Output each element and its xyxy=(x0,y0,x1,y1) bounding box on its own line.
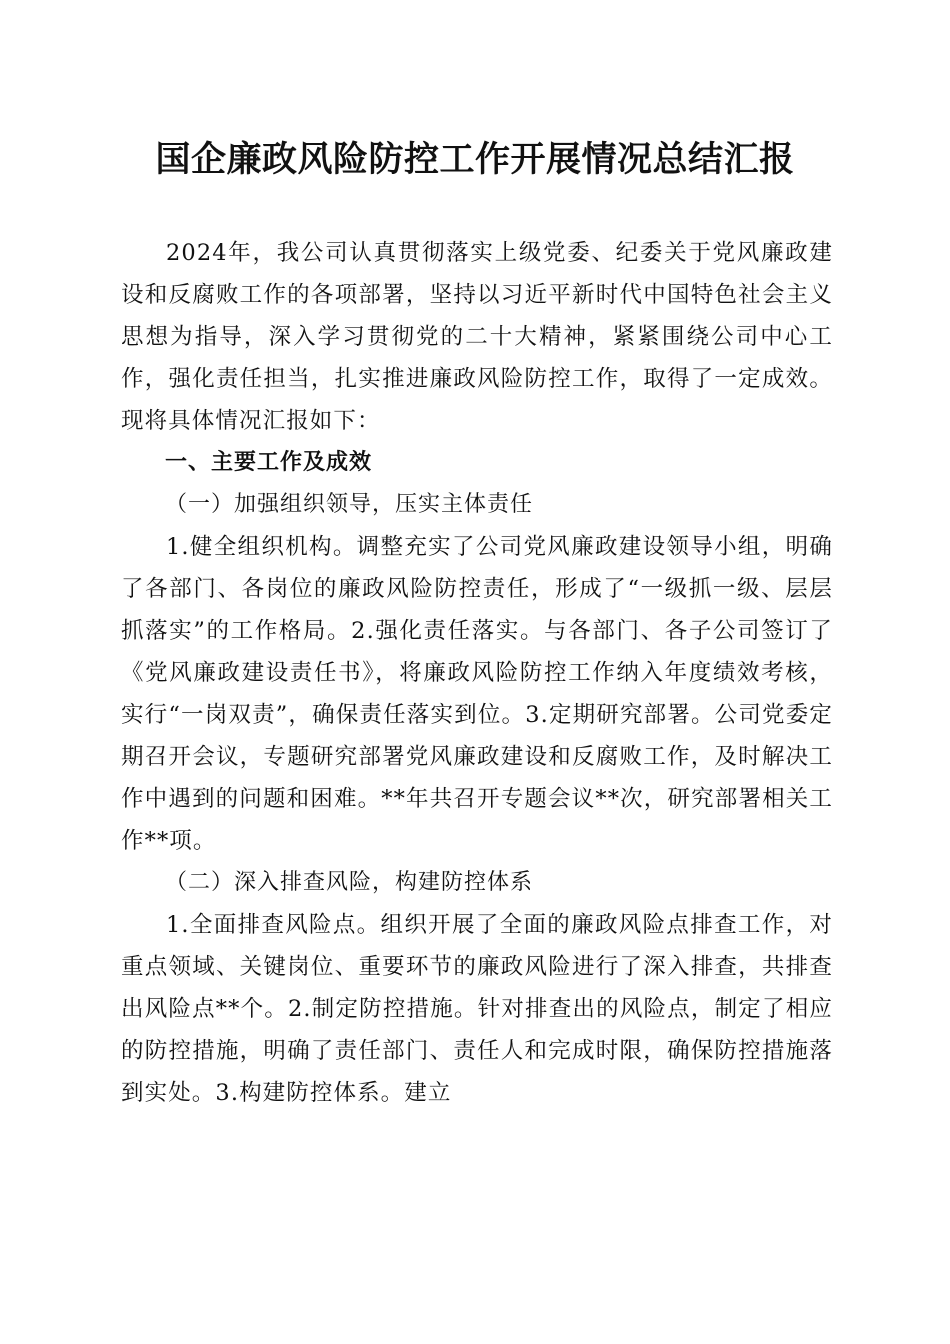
subsection-paragraph-leadership: 1.健全组织机构。调整充实了公司党风廉政建设领导小组，明确了各部门、各岗位的廉政风险防控责任，形成了“一级抓一级、层层抓落实”的工作格局。2.强化责任落实。与各部门、各子公司签订了《党风廉政建设责任书》，将廉政风险防控工作纳入年度绩效考核，实行“一岗双责”，确保责任落实到位。3.定期研究部署。公司党委定期召开会议，专题研究部署党风廉政建设和反腐败工作，及时解决工作中遇到的问题和困难。**年共召开专题会议**次，研究部署相关工作**项。 xyxy=(121,534,833,854)
document-body xyxy=(121,232,833,1114)
subsection-heading-leadership: （一）加强组织领导，压实主体责任 xyxy=(165,492,534,517)
document-title: 国企廉政风险防控工作开展情况总结汇报 xyxy=(155,140,795,180)
subsection-paragraph-risk-check: 1.全面排查风险点。组织开展了全面的廉政风险点排查工作，对重点领域、关键岗位、重要环节的廉政风险进行了深入排查，共排查出风险点**个。2.制定防控措施。针对排查出的风险点，制定了相应的防控措施，明确了责任部门、责任人和完成时限，确保防控措施落到实处。3.构建防控体系。建立 xyxy=(121,912,833,1106)
section-heading-main-work: 一、主要工作及成效 xyxy=(165,450,373,475)
intro-paragraph: 2024年，我公司认真贯彻落实上级党委、纪委关于党风廉政建设和反腐败工作的各项部署，坚持以习近平新时代中国特色社会主义思想为指导，深入学习贯彻党的二十大精神，紧紧围绕公司中心工作，强化责任担当，扎实推进廉政风险防控工作，取得了一定成效。现将具体情况汇报如下： xyxy=(121,240,833,434)
subsection-heading-risk-check: （二）深入排查风险，构建防控体系 xyxy=(165,870,534,895)
